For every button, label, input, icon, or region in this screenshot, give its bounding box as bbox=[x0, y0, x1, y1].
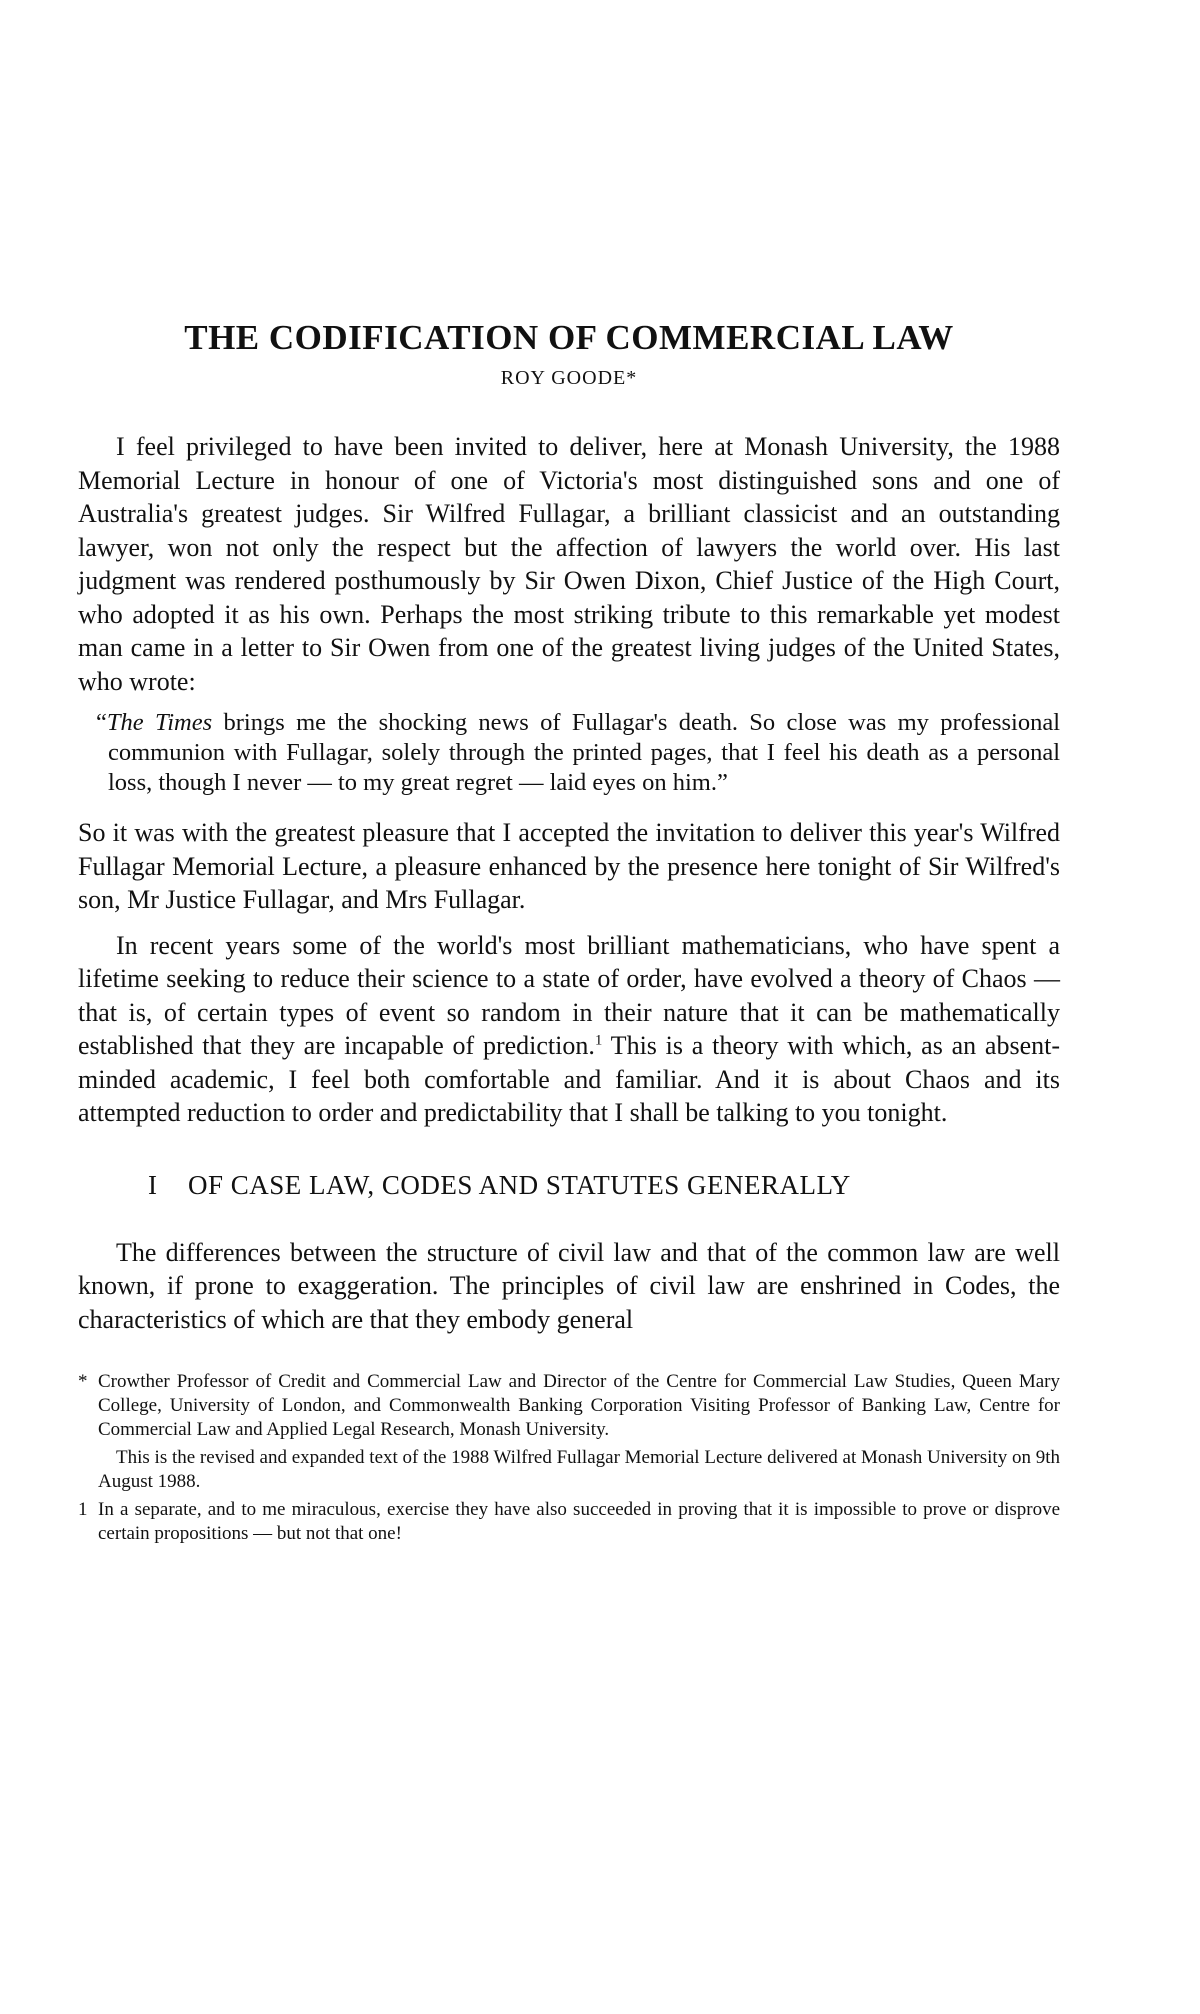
footnote-1-mark: 1 bbox=[78, 1499, 88, 1520]
quote-italic-title: The Times bbox=[106, 709, 213, 736]
footnote-star-continuation: This is the revised and expanded text of the 1988 Wilfred Fullagar Memorial Lecture delivered at Monash University on 9th August 1988. bbox=[98, 1447, 1060, 1492]
section-number: I bbox=[148, 1169, 158, 1200]
paragraph-3-part-a: In recent years some of the world's most brilliant mathematicians, who have spent a lifetime seeking to reduce their science to a state of order, have evolved a theory of Chaos — that is, of certain types of event so random in their nature that it can be mathematically established that they are incapable of prediction. bbox=[78, 930, 1060, 1060]
block-quote bbox=[78, 708, 1060, 798]
footnote-ref-1: 1 bbox=[594, 1032, 603, 1049]
paragraph-4: The differences between the structure of civil law and that of the common law are well known, if prone to exaggeration. The principles of civil law are enshrined in Codes, the characteristics of which are that they embody general bbox=[78, 1237, 1060, 1334]
footnote-star-text: Crowther Professor of Credit and Commercial Law and Director of the Centre for Commercial Law Studies, Queen Mary College, University of London, and Commonwealth Banking Corporation Visiting Professor of Banking Law, Centre for Commercial Law and Applied Legal Research, Monash University. bbox=[98, 1371, 1060, 1440]
quote-text: brings me the shocking news of Fullagar's death. So close was my professional communion with Fullagar, solely through the printed pages, that I feel his death as a personal loss, though I never — to my great regret — laid eyes on him.” bbox=[108, 709, 1060, 796]
document-title: THE CODIFICATION OF COMMERCIAL LAW bbox=[184, 318, 954, 357]
paragraph-2: So it was with the greatest pleasure that I accepted the invitation to deliver this year's Wilfred Fullagar Memorial Lecture, a pleasure enhanced by the presence here tonight of Sir Wilfred's son, Mr Justice Fullagar, and Mrs Fullagar. bbox=[78, 818, 1060, 914]
footnotes bbox=[78, 1370, 1060, 1546]
paragraph-1: I feel privileged to have been invited to deliver, here at Monash University, the 1988 Memorial Lecture in honour of one of Victoria's most distinguished sons and one of Australia's greatest judges. Sir Wilfred Fullagar, a brilliant classicist and an outstanding lawyer, won not only the respect but the affection of lawyers the world over. His last judgment was rendered posthumously by Sir Owen Dixon, Chief Justice of the High Court, who adopted it as his own. Perhaps the most striking tribute to this remarkable yet modest man came in a letter to Sir Owen from one of the greatest living judges of the United States, who wrote: bbox=[78, 432, 1060, 696]
footnote-1-text: In a separate, and to me miraculous, exercise they have also succeeded in proving that it is impossible to prove or disprove certain propositions — but not that one! bbox=[98, 1499, 1060, 1544]
footnote-star-mark: * bbox=[78, 1371, 88, 1392]
paragraph-3-part-b: This is a theory with which, as an absent-minded academic, I feel both comfortable and familiar. And it is about Chaos and its attempted reduction to order and predictability that I shall be talking to you tonight. bbox=[78, 1031, 1060, 1127]
document-page bbox=[78, 318, 1060, 1550]
quote-open-mark: “ bbox=[96, 709, 107, 736]
paragraph-3 bbox=[78, 929, 1060, 1130]
author-name: ROY GOODE* bbox=[500, 367, 638, 389]
section-heading bbox=[78, 1168, 1060, 1202]
footnote-star bbox=[78, 1370, 1060, 1442]
section-title: OF CASE LAW, CODES AND STATUTES GENERALLY bbox=[188, 1169, 851, 1200]
footnote-1 bbox=[78, 1498, 1060, 1546]
